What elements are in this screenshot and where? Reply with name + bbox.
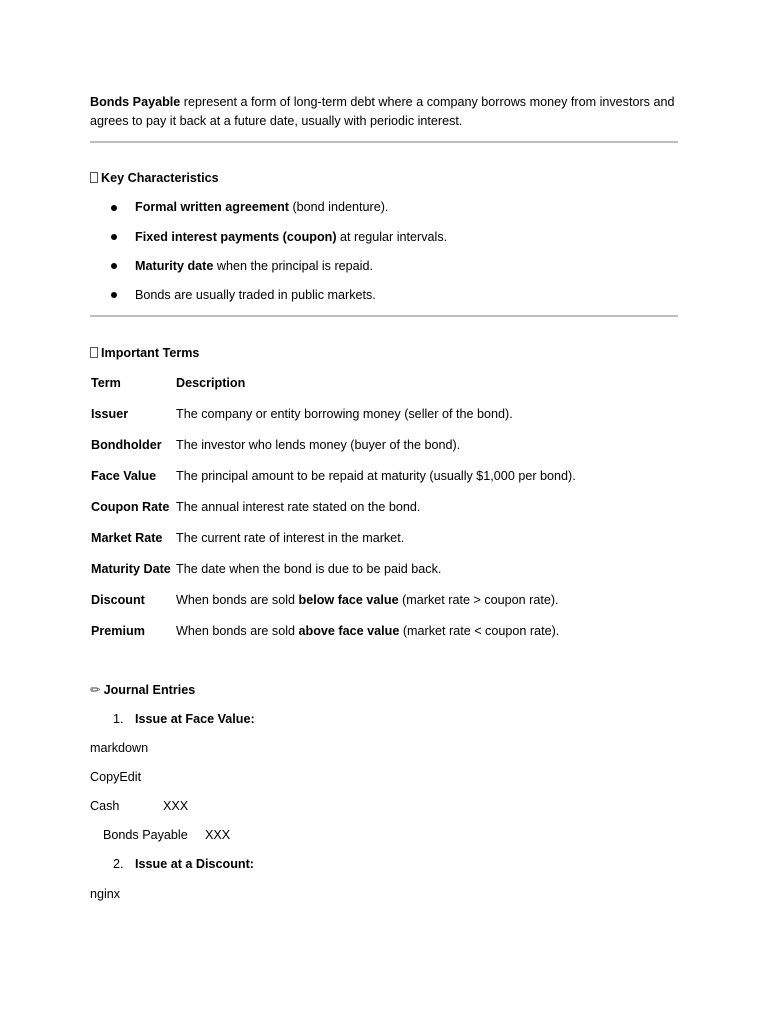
table-cell-term <box>91 530 162 546</box>
table-cell-description <box>176 592 559 608</box>
box-glyph-icon <box>90 172 98 183</box>
list-item <box>135 856 254 872</box>
entry-amount <box>163 798 188 814</box>
table-header-description <box>176 375 245 391</box>
term-label: Coupon Rate <box>91 500 170 514</box>
key-characteristics-title: Key Characteristics <box>101 171 219 185</box>
pencil-icon: ✏ <box>90 682 101 697</box>
amount-text: XXX <box>163 799 189 813</box>
intro-term: Bonds Payable <box>90 95 181 109</box>
description-text: The investor who lends money (buyer of the bond). <box>176 438 461 452</box>
account-text: Cash <box>90 799 120 813</box>
table-cell-description <box>176 499 420 515</box>
description-text: The date when the bond is due to be paid back. <box>176 562 442 576</box>
list-number <box>113 711 124 727</box>
table-cell-term <box>91 592 145 608</box>
list-item-text: Bonds are usually traded in public markets. <box>135 288 376 302</box>
code-language-text: markdown <box>90 741 149 755</box>
copy-edit-button[interactable] <box>90 769 141 785</box>
table-cell-description <box>176 406 513 422</box>
table-cell-description <box>176 468 576 484</box>
description-bold: below face value <box>298 593 399 607</box>
important-terms-title: Important Terms <box>101 346 200 360</box>
list-item-text: at regular intervals. <box>336 230 448 244</box>
amount-text: XXX <box>205 828 231 842</box>
entry-account <box>90 798 119 814</box>
table-cell-term <box>91 437 162 453</box>
bullet-icon <box>111 263 117 269</box>
table-cell-term <box>91 623 145 639</box>
list-item-bold: Maturity date <box>135 259 214 273</box>
bullet-icon <box>111 205 117 211</box>
term-label: Bondholder <box>91 438 162 452</box>
box-glyph-icon <box>90 347 98 358</box>
table-cell-description <box>176 437 460 453</box>
table-cell-term <box>91 499 169 515</box>
list-item-bold: Issue at Face Value: <box>135 712 255 726</box>
description-text: The principal amount to be repaid at maturity (usually $1,000 per bond). <box>176 469 576 483</box>
entry-account <box>103 827 188 843</box>
description-text: The current rate of interest in the market. <box>176 531 405 545</box>
bullet-icon <box>111 234 117 240</box>
term-label: Market Rate <box>91 531 163 545</box>
list-item-text: (bond indenture). <box>288 200 389 214</box>
copy-edit-label: CopyEdit <box>90 770 142 784</box>
list-item-bold: Issue at a Discount: <box>135 857 254 871</box>
list-number <box>113 856 124 872</box>
table-header-description-label: Description <box>176 376 246 390</box>
code-language-label <box>90 886 120 902</box>
table-header-term <box>91 375 121 391</box>
description-text: (market rate > coupon rate). <box>398 593 559 607</box>
journal-entries-title: Journal Entries <box>103 683 196 697</box>
description-text: The company or entity borrowing money (seller of the bond). <box>176 407 513 421</box>
code-language-label <box>90 740 148 756</box>
term-label: Maturity Date <box>91 562 171 576</box>
bullet-icon <box>111 292 117 298</box>
list-item-bold: Fixed interest payments (coupon) <box>135 230 337 244</box>
description-bold: above face value <box>298 624 400 638</box>
description-text: When bonds are sold <box>176 593 299 607</box>
important-terms-heading <box>90 345 199 361</box>
description-text: (market rate < coupon rate). <box>399 624 560 638</box>
term-label: Premium <box>91 624 145 638</box>
table-cell-description <box>176 530 404 546</box>
table-header-term-label: Term <box>91 376 121 390</box>
list-item <box>135 258 373 274</box>
key-characteristics-heading <box>90 170 219 186</box>
account-text: Bonds Payable <box>103 828 188 842</box>
description-text: The annual interest rate stated on the bond. <box>176 500 421 514</box>
journal-entries-heading <box>90 682 195 698</box>
table-cell-term <box>91 406 128 422</box>
table-cell-term <box>91 561 171 577</box>
intro-text: represent a form of long-term debt where a company borrows money from investors and agrees to pay it back at a future date, usually with periodic interest. <box>90 95 675 128</box>
list-number-text: 1. <box>113 712 124 726</box>
list-item <box>135 229 447 245</box>
term-label: Face Value <box>91 469 157 483</box>
term-label: Discount <box>91 593 145 607</box>
table-cell-term <box>91 468 156 484</box>
divider-2 <box>90 315 678 317</box>
list-item <box>135 287 376 303</box>
intro-paragraph <box>90 93 680 131</box>
list-item <box>135 711 255 727</box>
table-cell-description <box>176 561 441 577</box>
description-text: When bonds are sold <box>176 624 299 638</box>
code-language-text: nginx <box>90 887 121 901</box>
table-cell-description <box>176 623 559 639</box>
entry-amount <box>205 827 230 843</box>
divider-1 <box>90 141 678 143</box>
term-label: Issuer <box>91 407 129 421</box>
list-item <box>135 199 388 215</box>
list-number-text: 2. <box>113 857 124 871</box>
list-item-bold: Formal written agreement <box>135 200 289 214</box>
list-item-text: when the principal is repaid. <box>213 259 373 273</box>
